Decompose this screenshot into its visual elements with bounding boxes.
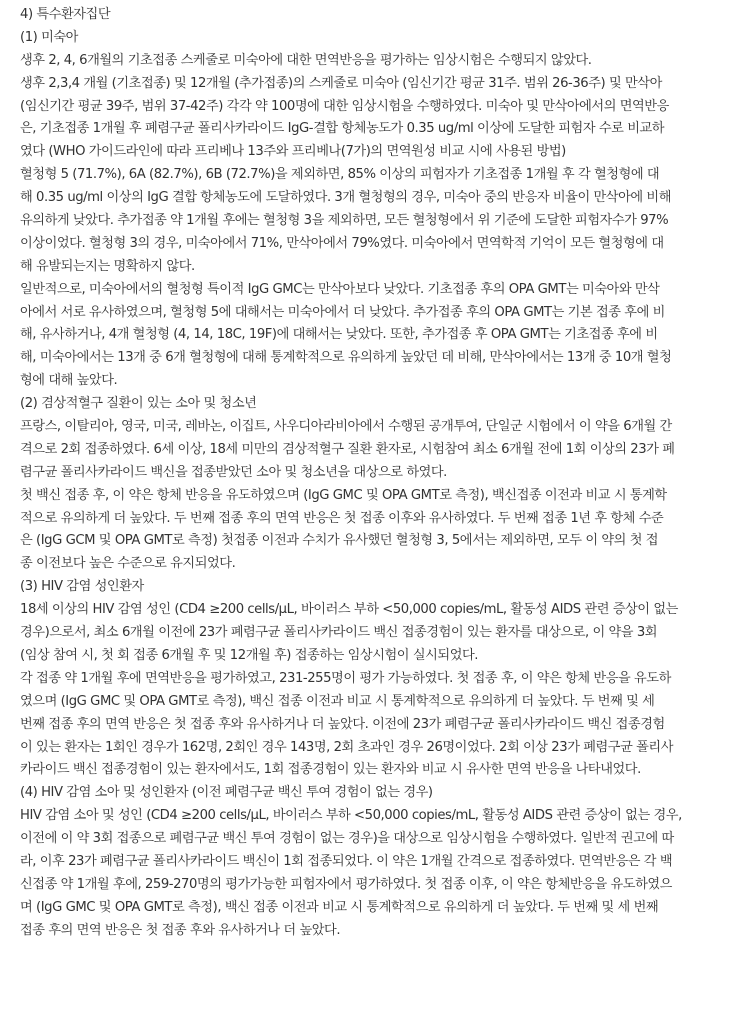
text-line: 해 유발되는지는 명확하지 않다.: [20, 258, 195, 274]
text-line: 라, 이후 23가 폐렴구균 폴리사카라이드 백신이 1회 접종되었다. 이 약은 1개월 간격으로 접종하였다. 면역반응은 각 백: [20, 853, 673, 869]
text-line: 경우)으로서, 최소 6개월 이전에 23가 폐렴구균 폴리사카라이드 백신 접종경험이 있는 환자를 대상으로, 이 약을 3회: [20, 625, 658, 641]
text-line: 격으로 2회 접종하였다. 6세 이상, 18세 미만의 겸상적혈구 질환 환자로, 시험참여 최소 6개월 전에 1회 이상의 23가 폐: [20, 441, 675, 457]
text-line: 번째 접종 후의 면역 반응은 첫 접종 후와 유사하거나 더 높았다. 이전에 23가 폐렴구균 폴리사카라이드 백신 접종경험: [20, 716, 665, 732]
text-line: 신접종 약 1개월 후에, 259-270명의 평가가능한 피험자에서 평가하였다. 첫 접종 이후, 이 약은 항체반응을 유도하였으: [20, 876, 672, 892]
text-line: 였으며 (IgG GMC 및 OPA GMT로 측정), 백신 접종 이전과 비교 시 통계학적으로 유의하게 더 높았다. 두 번째 및 세: [20, 693, 655, 709]
subsection-heading: (4) HIV 감염 소아 및 성인환자 (이전 폐렴구균 백신 투여 경험이 없는 경우): [20, 785, 433, 801]
text-line: 18세 이상의 HIV 감염 성인 (CD4 ≥200 cells/µL, 바이러스 부하 <50,000 copies/mL, 활동성 AIDS 관련 증상이 없는: [20, 602, 678, 618]
text-line: 적으로 유의하게 더 높았다. 두 번째 접종 후의 면역 반응은 첫 접종 이후와 유사하였다. 두 번째 접종 1년 후 항체 수준: [20, 510, 664, 526]
text-line: 생후 2,3,4 개월 (기초접종) 및 12개월 (추가접종)의 스케줄로 미숙아 (임신기간 평균 31주. 범위 26-36주) 및 만삭아: [20, 75, 662, 91]
text-line: 생후 2, 4, 6개월의 기초접종 스케줄로 미숙아에 대한 면역반응을 평가하는 임상시험은 수행되지 않았다.: [20, 52, 592, 68]
subsection-heading: (2) 겸상적혈구 질환이 있는 소아 및 청소년: [20, 396, 257, 412]
text-line: 은 (IgG GCM 및 OPA GMT로 측정) 첫접종 이전과 수치가 유사했던 혈청형 3, 5에서는 제외하면, 모두 이 약의 첫 접: [20, 533, 659, 549]
text-line: 아에서 서로 유사하였으며, 혈청형 5에 대해서는 미숙아에서 더 낮았다. 추가접종 후의 OPA GMT는 기본 접종 후에 비: [20, 304, 665, 320]
text-line: 형에 대해 높았다.: [20, 373, 118, 389]
text-line: 해 0.35 ug/ml 이상의 IgG 결합 항체농도에 도달하였다. 3개 혈청형의 경우, 미숙아 중의 반응자 비율이 만삭아에 비해: [20, 190, 671, 206]
text-line: 유의하게 낮았다. 추가접종 약 1개월 후에는 혈청형 3을 제외하면, 모든 혈청형에서 위 기준에 도달한 피험자수가 97%: [20, 213, 669, 229]
text-line: 접종 후의 면역 반응은 첫 접종 후와 유사하거나 더 높았다.: [20, 922, 341, 938]
text-line: 은, 기초접종 1개월 후 폐렴구균 폴리사카라이드 IgG-결합 항체농도가 0.35 ug/ml 이상에 도달한 피험자 수로 비교하: [20, 121, 665, 137]
text-line: 렴구균 폴리사카라이드 백신을 접종받았던 소아 및 청소년을 대상으로 하였다.: [20, 464, 447, 480]
text-line: 해, 미숙아에서는 13개 중 6개 혈청형에 대해 통계학적으로 유의하게 높았던 데 비해, 만삭아에서는 13개 중 10개 혈청: [20, 350, 672, 366]
text-line: 였다 (WHO 가이드라인에 따라 프리베나 13주와 프리베나(7가)의 면역원성 비교 시에 사용된 방법): [20, 144, 566, 160]
text-line: 첫 백신 접종 후, 이 약은 항체 반응을 유도하였으며 (IgG GMC 및 OPA GMT로 측정), 백신접종 이전과 비교 시 통계학: [20, 487, 667, 503]
text-line: 이상이었다. 혈청형 3의 경우, 미숙아에서 71%, 만삭아에서 79%였다. 미숙아에서 면역학적 기억이 모든 혈청형에 대: [20, 235, 664, 251]
section-heading: 4) 특수환자집단: [20, 7, 111, 22]
text-line: HIV 감염 소아 및 성인 (CD4 ≥200 cells/µL, 바이러스 부하 <50,000 copies/mL, 활동성 AIDS 관련 증상이 없는 경우,: [20, 808, 682, 824]
text-line: (임상 참여 시, 첫 회 접종 6개월 후 및 12개월 후) 접종하는 임상시험이 실시되었다.: [20, 647, 479, 663]
text-line: 각 접종 약 1개월 후에 면역반응을 평가하였고, 231-255명이 평가 가능하였다. 첫 접종 후, 이 약은 항체 반응을 유도하: [20, 670, 671, 686]
text-line: 종 이전보다 높은 수준으로 유지되었다.: [20, 556, 236, 572]
text-line: 일반적으로, 미숙아에서의 혈청형 특이적 IgG GMC는 만삭아보다 낮았다. 기초접종 후의 OPA GMT는 미숙아와 만삭: [20, 281, 660, 297]
text-line: 프랑스, 이탈리아, 영국, 미국, 레바논, 이집트, 사우디아라비아에서 수행된 공개투여, 단일군 시험에서 이 약을 6개월 간: [20, 419, 672, 435]
text-line: 며 (IgG GMC 및 OPA GMT로 측정), 백신 접종 이전과 비교 시 통계학적으로 유의하게 더 높았다. 두 번째 및 세 번째: [20, 899, 659, 915]
text-line: 이전에 이 약 3회 접종으로 폐렴구균 백신 투여 경험이 없는 경우)을 대상으로 임상시험을 수행하였다. 일반적 권고에 따: [20, 831, 674, 847]
subsection-heading: (3) HIV 감염 성인환자: [20, 579, 144, 595]
text-line: 해, 유사하거나, 4개 혈청형 (4, 14, 18C, 19F)에 대해서는 낮았다. 또한, 추가접종 후 OPA GMT는 기초접종 후에 비: [20, 327, 658, 343]
subsection-heading: (1) 미숙아: [20, 29, 78, 45]
text-line: (임신기간 평균 39주, 범위 37-42주) 각각 약 100명에 대한 임상시험을 수행하였다. 미숙아 및 만삭아에서의 면역반응: [20, 98, 669, 114]
text-line: 이 있는 환자는 1회인 경우가 162명, 2회인 경우 143명, 2회 초과인 경우 26명이었다. 2회 이상 23가 폐렴구균 폴리사: [20, 739, 673, 755]
text-line: 혈청형 5 (71.7%), 6A (82.7%), 6B (72.7%)을 제외하면, 85% 이상의 피험자가 기초접종 1개월 후 각 혈청형에 대: [20, 167, 660, 183]
text-line: 카라이드 백신 접종경험이 있는 환자에서도, 1회 접종경험이 있는 환자와 비교 시 유사한 면역 반응을 나타내었다.: [20, 762, 641, 778]
